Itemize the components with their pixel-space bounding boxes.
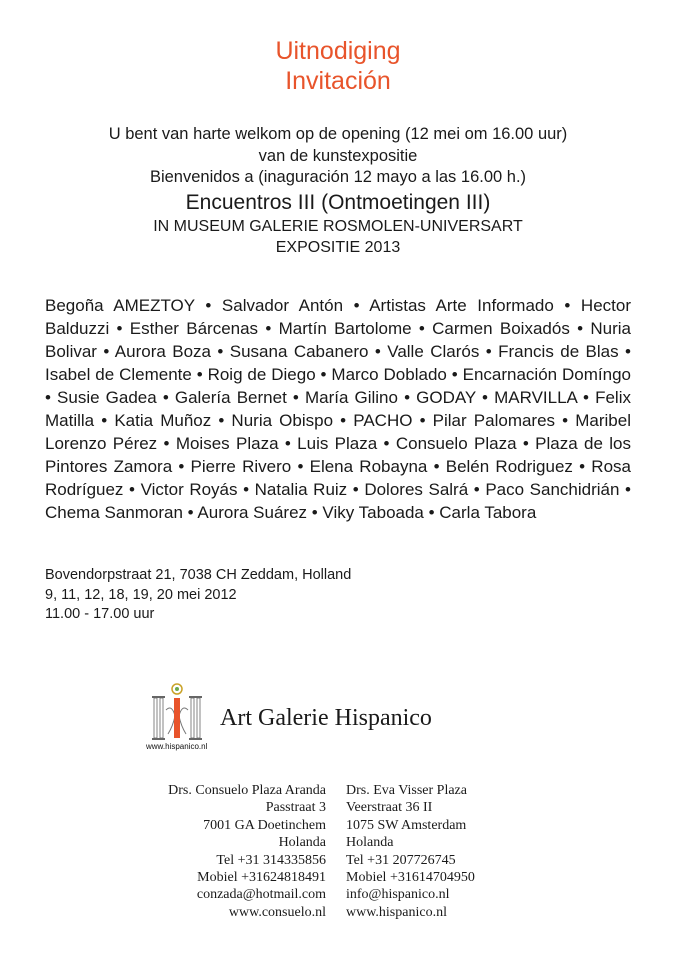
exposition-year-line: EXPOSITIE 2013 <box>275 238 401 256</box>
title-spanish: Invitación <box>285 67 391 95</box>
intro-line-exposition: van de kunstexpositie <box>258 146 418 165</box>
contact-right-website: www.hispanico.nl <box>346 904 447 920</box>
contact-left-email: conzada@hotmail.com <box>196 887 326 903</box>
intro-line-dutch: U bent van harte welkom op de opening (12 mei om 16.00 uur) <box>108 125 568 143</box>
contact-left-block <box>140 782 326 921</box>
contact-right-email: info@hispanico.nl <box>346 887 450 903</box>
title-dutch: Uitnodiging <box>275 37 401 65</box>
contact-right-city: 1075 SW Amsterdam <box>346 817 467 833</box>
contact-left-phone: Tel +31 314335856 <box>216 852 326 868</box>
museum-venue-line: IN MUSEUM GALERIE ROSMOLEN-UNIVERSART <box>153 217 523 235</box>
artist-list: Begoña AMEZTOY • Salvador Antón • Artistas Arte Informado • Hector Balduzzi • Esther Bárcenas • Martín Bartolome • Carmen Boixadós • Nuria Bolivar • Aurora Boza • Susana Cabanero • Valle Clarós • Francis de Blas • Isabel de Clemente • Roig de Diego • Marco Doblado • Encarnación Domíngo • Susie Gadea • Galería Bernet • María Gilino • GODAY • MARVILLA • Felix Matilla • Katia Muñoz • Nuria Obispo • PACHO • Pilar Palomares • Maribel Lorenzo Pérez • Moises Plaza • Luis Plaza • Consuelo Plaza • Plaza de los Pintores Zamora • Pierre Rivero • Elena Robayna • Belén Rodriguez • Rosa Rodríguez • Victor Royás • Natalia Ruiz • Dolores Salrá • Paco Sanchidrián • Chema Sanmoran • Aurora Suárez • Viky Taboada • Carla Tabora <box>45 296 631 522</box>
contact-left-city: 7001 GA Doetinchem <box>203 817 326 833</box>
logo-url-text: www.hispanico.nl <box>146 742 208 751</box>
invitation-intro <box>0 124 676 258</box>
contact-right-country: Holanda <box>346 835 394 851</box>
venue-details <box>45 566 351 625</box>
venue-address: Bovendorpstraat 21, 7038 CH Zeddam, Holland <box>45 567 352 583</box>
venue-dates: 9, 11, 12, 18, 19, 20 mei 2012 <box>45 586 237 603</box>
contact-right-street: Veerstraat 36 II <box>346 800 433 816</box>
contact-right-phone: Tel +31 207726745 <box>346 852 456 868</box>
exhibition-name: Encuentros III (Ontmoetingen III) <box>185 190 491 214</box>
gallery-name: Art Galerie Hispanico <box>220 705 432 731</box>
contact-left-website: www.consuelo.nl <box>228 904 326 920</box>
contact-right-mobile: Mobiel +31614704950 <box>346 870 475 886</box>
contact-left-mobile: Mobiel +31624818491 <box>197 870 326 886</box>
contact-right-block <box>346 782 546 921</box>
contact-left-country: Holanda <box>278 835 326 851</box>
invitation-header <box>0 36 676 96</box>
contact-left-name: Drs. Consuelo Plaza Aranda <box>168 783 326 798</box>
intro-line-spanish: Bienvenidos a (inaguración 12 mayo a las 16.00 h.) <box>149 168 527 186</box>
contact-left-street: Passtraat 3 <box>265 800 326 816</box>
contact-right-name: Drs. Eva Visser Plaza <box>346 783 467 798</box>
venue-hours: 11.00 - 17.00 uur <box>45 606 155 622</box>
